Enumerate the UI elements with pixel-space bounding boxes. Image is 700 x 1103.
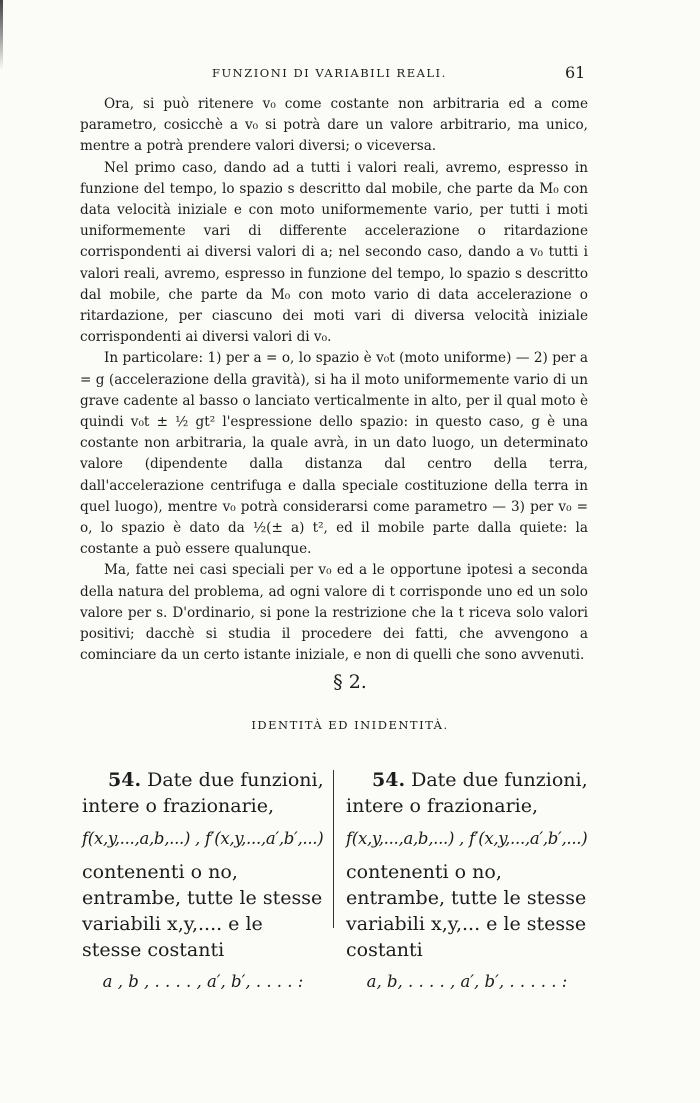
paragraph: Ora, si può ritenere v₀ come costante non arbitraria ed a come parametro, cosicchè a v₀ si potrà dare un valore arbitrario, ma unico, mentre a potrà prendere valori diversi; o viceversa.: [80, 96, 588, 155]
article-number: 54.: [108, 769, 142, 791]
page-number: 61: [565, 63, 586, 82]
constants-list: a , b , . . . . , a′, b′, . . . . :: [102, 972, 304, 991]
function-formula: f(x,y,...,a,b,...) , f′(x,y,...,a′,b′,...): [82, 829, 324, 848]
page-header: [0, 63, 700, 88]
function-formula: f(x,y,...,a,b,...) , f′(x,y,...,a′,b′,...): [346, 829, 588, 848]
article-number: 54.: [372, 769, 406, 791]
column-text: Date due funzioni, intere o frazionarie,: [82, 769, 324, 817]
right-column: [346, 767, 588, 1001]
column-lead: [346, 767, 588, 819]
paragraph: Nel primo caso, dando ad a tutti i valori reali, avremo, espresso in funzione del tempo, lo spazio s descritto dal mobile, che parte da M₀ con data velocità iniziale e con moto uniformemente vario, per tutti i moti uniformemente vari di differente accelerazione o ritardazione corrispondenti ai diversi valori di a; nel secondo caso, dando a v₀ tutti i valori reali, avremo, espresso in funzione del tempo, lo spazio s descritto dal mobile, che parte da M₀ con moto vario di data accelerazione o ritardazione, per ciascuno dei moti vari di diversa velocità iniziale corrispondenti ai diversi valori di v₀.: [80, 159, 588, 346]
column-divider: [333, 770, 334, 928]
scan-edge-shadow: [0, 0, 3, 70]
constants-list: a, b, . . . . , a′, b′, . . . . . :: [366, 972, 568, 991]
paragraph: In particolare: 1) per a = o, lo spazio è v₀t (moto uniforme) — 2) per a = g (accelerazione della gravità), si ha il moto uniformemente vario di un grave cadente al basso o lanciato verticalmente in alto, per il qual moto è quindi v₀t ± ½ gt² l'espressione dello spazio: in questo caso, g è una costante non arbitraria, la quale avrà, in un dato luogo, un determinato valore (dipendente dalla distanza dal centro della terra, dall'accelerazione centrifuga e dalla speciale costituzione della terra in quel luogo), mentre v₀ potrà considerarsi come parametro — 3) per v₀ = o, lo spazio è dato da ½(± a) t², ed il mobile parte dalla quiete: la costante a può essere qualunque.: [80, 350, 588, 558]
main-text: [80, 94, 588, 666]
running-title: FUNZIONI DI VARIABILI REALI.: [212, 66, 447, 80]
paragraph: Ma, fatte nei casi speciali per v₀ ed a le opportune ipotesi a seconda della natura del problema, ad ogni valore di t corrisponde uno ed un solo valore per s. D'ordinario, si pone la restrizione che la t riceva solo valori positivi; dacchè si studia il procedere dei fatti, che avvengono a cominciare da un certo istante iniziale, e non di quelli che sono avvenuti.: [80, 562, 588, 664]
column-lead: [82, 767, 324, 819]
section-number: § 2.: [333, 671, 367, 693]
left-column: [82, 767, 324, 1001]
column-text: Date due funzioni, intere o frazionarie,: [346, 769, 588, 817]
column-text: contenenti o no, entrambe, tutte le stesse variabili x,y,.... e le stesse costanti: [82, 861, 323, 961]
section-title: IDENTITÀ ED INIDENTITÀ.: [251, 718, 449, 732]
column-text: contenenti o no, entrambe, tutte le stesse variabili x,y,... e le stesse costanti: [346, 861, 587, 961]
